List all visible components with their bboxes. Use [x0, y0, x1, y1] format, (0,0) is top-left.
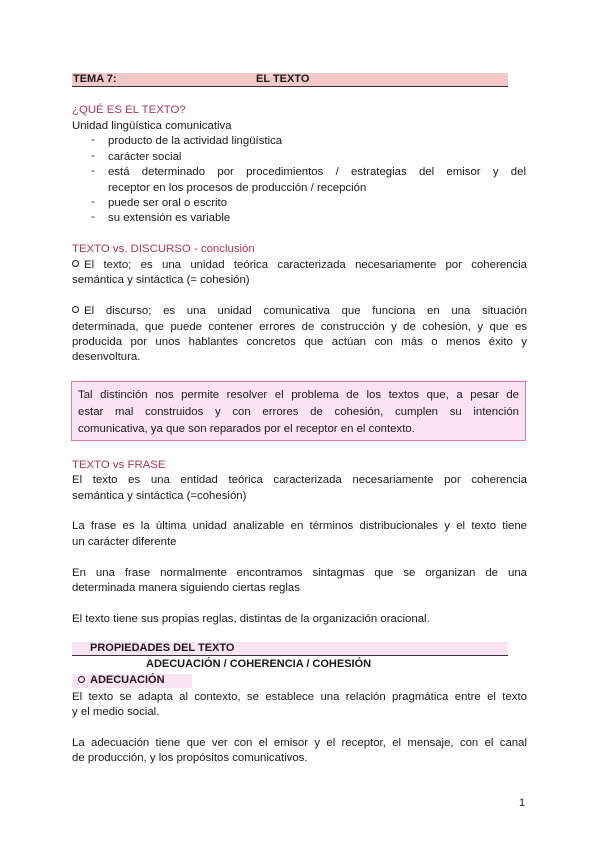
paragraph-line: El texto se adapta al contexto, se establece una relación pragmática entre el texto	[72, 691, 527, 703]
discurso-definition-line: determinada, que puede contener errores de construcción y de cohesión, y que es	[72, 321, 527, 333]
paragraph-line: La frase es la última unidad analizable en términos distribucionales y el texto tiene	[72, 520, 527, 532]
paragraph-line: La adecuación tiene que ver con el emisor y el receptor, el mensaje, con el canal	[72, 737, 527, 749]
paragraph-line: de producción, y los propósitos comunicativos.	[72, 752, 308, 764]
bullet-dash: -	[91, 165, 95, 177]
section-heading-texto-discurso: TEXTO vs. DISCURSO - conclusión	[72, 243, 255, 255]
page-number: 1	[519, 797, 526, 809]
callout-line: comunicativa, ya que son reparados por el receptor en el contexto.	[78, 423, 415, 435]
discurso-definition-line: desenvoltura.	[72, 351, 141, 363]
list-item: está determinado por procedimientos / estrategias del emisor y del	[108, 166, 526, 178]
bullet-dash: -	[91, 196, 95, 208]
bullet-dash: -	[91, 134, 95, 146]
section-heading-que-es: ¿QUÉ ES EL TEXTO?	[72, 104, 186, 116]
paragraph-line: El texto tiene sus propias reglas, distintas de la organización oracional.	[72, 613, 430, 625]
circle-bullet-icon	[72, 306, 79, 313]
section-intro: Unidad lingüística comunicativa	[72, 120, 232, 132]
callout-line: estar mal construidos y con errores de cohesión, cumplen su intención	[78, 406, 519, 418]
paragraph-line: y el medio social.	[72, 706, 160, 718]
texto-definition-line: El texto; es una unidad teórica caracterizada necesariamente por coherencia	[72, 258, 527, 273]
list-item-continuation: receptor en los procesos de producción / recepción	[108, 182, 367, 194]
paragraph-line: El texto es una entidad teórica caracterizada necesariamente por coherencia	[72, 474, 527, 486]
paragraph-line: semántica y sintáctica (=cohesión)	[72, 490, 247, 502]
adecuacion-label: ADECUACIÓN	[78, 674, 165, 686]
texto-definition-line: semántica y sintáctica (= cohesión)	[72, 274, 250, 286]
bullet-dash: -	[91, 150, 95, 162]
paragraph-line: En una frase normalmente encontramos sintagmas que se organizan de una	[72, 567, 527, 579]
bullet-dash: -	[91, 211, 95, 223]
list-item: puede ser oral o escrito	[108, 197, 228, 209]
discurso-definition-line: El discurso; es una unidad comunicativa que funciona en una situación	[72, 304, 527, 319]
section-heading-texto-frase: TEXTO vs FRASE	[72, 459, 166, 471]
paragraph-line: determinada manera siguiendo ciertas reglas	[72, 582, 300, 594]
circle-bullet-icon	[78, 676, 85, 683]
page-title: EL TEXTO	[256, 73, 310, 85]
circle-bullet-icon	[72, 260, 79, 267]
list-item: producto de la actividad lingüística	[108, 135, 283, 147]
list-item: carácter social	[108, 151, 182, 163]
properties-subheading: ADECUACIÓN / COHERENCIA / COHESIÓN	[146, 658, 372, 670]
callout-line: Tal distinción nos permite resolver el problema de los textos que, a pesar de	[78, 389, 519, 401]
paragraph-line: un carácter diferente	[72, 536, 177, 548]
tema-label: TEMA 7:	[73, 73, 117, 85]
discurso-definition-line: producida por unos hablantes concretos que actúan con más o menos éxito y	[72, 336, 527, 348]
list-item: su extensión es variable	[108, 212, 231, 224]
conclusion-callout	[71, 381, 526, 441]
section-heading-propiedades: PROPIEDADES DEL TEXTO	[90, 642, 235, 654]
